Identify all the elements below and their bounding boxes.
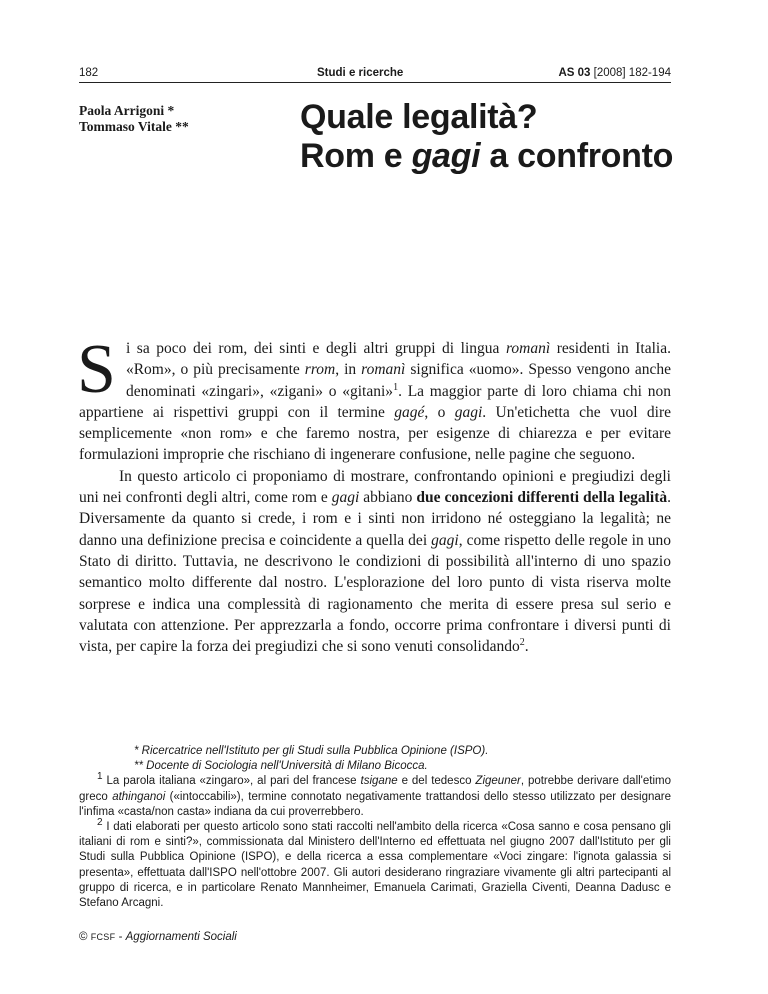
- issue-reference: [558, 67, 671, 79]
- footnotes: [79, 744, 671, 911]
- section-label: Studi e ricerche: [317, 67, 404, 79]
- author-2: Tommaso Vitale **: [79, 119, 189, 134]
- footnote-ref-2[interactable]: 2: [519, 637, 525, 648]
- title-line-2: Rom e gagi a confronto: [300, 137, 674, 175]
- drop-cap: S: [77, 331, 116, 408]
- page-number: 182: [79, 67, 99, 79]
- author-note-2: ** Docente di Sociologia nell'Università di Milano Bicocca.: [134, 760, 428, 773]
- footnote-1: $^1$ La parola italiana «zingaro», al pari del francese tsigane e del tedesco Zigeuner, potrebbe derivare dall'etimo greco athinganoi («intoccabili»), termine connotato negativamente trattandosi dello stesso utilizzato per designare l'infima «casta/non casta» indiana da cui proverrebbero.: [79, 771, 671, 818]
- issue-pages: [2008] 182-194: [593, 67, 671, 79]
- journal-code: AS 03: [558, 67, 591, 79]
- publisher: FCSF: [90, 932, 116, 942]
- paragraph-1: Si sa poco dei rom, dei sinti e degli altri gruppi di lingua romanì residenti in Italia. «Rom», o più precisamente rrom, in romanì significa «uomo». Spesso vengono anche denominati «zingari», «zigani» o «gitani»$^1$. La maggior parte di loro chiama chi non appartiene ai rispettivi gruppi con il termine gagé, o gagi. Un'etichetta che vuol dire semplicemente «non rom» e che faremo nostra, per esigenze di chiarezza e per evitare formulazioni improprie che rischiano di ingenerare confusione, nelle pagine che seguono.: [77, 331, 672, 464]
- article-body: [77, 331, 672, 657]
- author-1: Paola Arrigoni *: [79, 103, 175, 118]
- footnote-2: $^2$ I dati elaborati per questo articolo sono stati raccolti nell'ambito della ricerca «Cosa sanno e cosa pensano gli italiani di rom e sinti?», commissionata dal Ministero dell'Interno ed effettuata nel giugno 2007 dall'Istituto per gli Studi sulla Pubblica Opinione (ISPO), e della ricerca a essa complementare «Voci zingare: l'ignota galassia si presenta», effettuata dall'ISPO nell'ottobre 2007. Gli autori desiderano ringraziare vivamente gli altri partecipanti al gruppo di ricerca, e in particolare Renato Mannheimer, Emanuela Carimati, Graziella Civenti, Deanna Dadusc e Stefano Arcagni.: [79, 817, 671, 910]
- journal-name: Aggiornamenti Sociali: [125, 931, 237, 943]
- author-note-1: * Ricercatrice nell'Istituto per gli Studi sulla Pubblica Opinione (ISPO).: [134, 745, 489, 757]
- title-line-1: Quale legalità?: [300, 98, 538, 136]
- paragraph-2: In questo articolo ci proponiamo di mostrare, confrontando opinioni e pregiudizi degli uni nei confronti degli altri, come rom e gagi abbiano due concezioni differenti della legalità. Diversamente da quanto si crede, i rom e i sinti non irridono né osteggiano la legalità; ne danno una definizione precisa e coincidente a quella dei gagi, come rispetto delle regole in uno Stato di diritto. Tuttavia, ne descrivono le condizioni di possibilità all'interno di uno spazio semantico molto differente dal nostro. L'esplorazione del loro punto di vista riserva molte sorprese e indica una complessità di ragionamento che merita di essere presa sul serio e valutata con attenzione. Per apprezzarla a fondo, occorre prima confrontare i diversi punti di vista, per capire la forza dei pregiudizi che si sono venuti consolidando$^2$.: [79, 467, 671, 656]
- copyright-symbol: ©: [79, 931, 88, 943]
- running-header: [79, 67, 671, 81]
- authors: [79, 103, 189, 135]
- page-footer: © FCSF - Aggiornamenti Sociali: [79, 931, 237, 943]
- article-title: [300, 98, 673, 176]
- footnote-ref-1[interactable]: 1: [393, 381, 399, 393]
- header-rule: [79, 82, 671, 83]
